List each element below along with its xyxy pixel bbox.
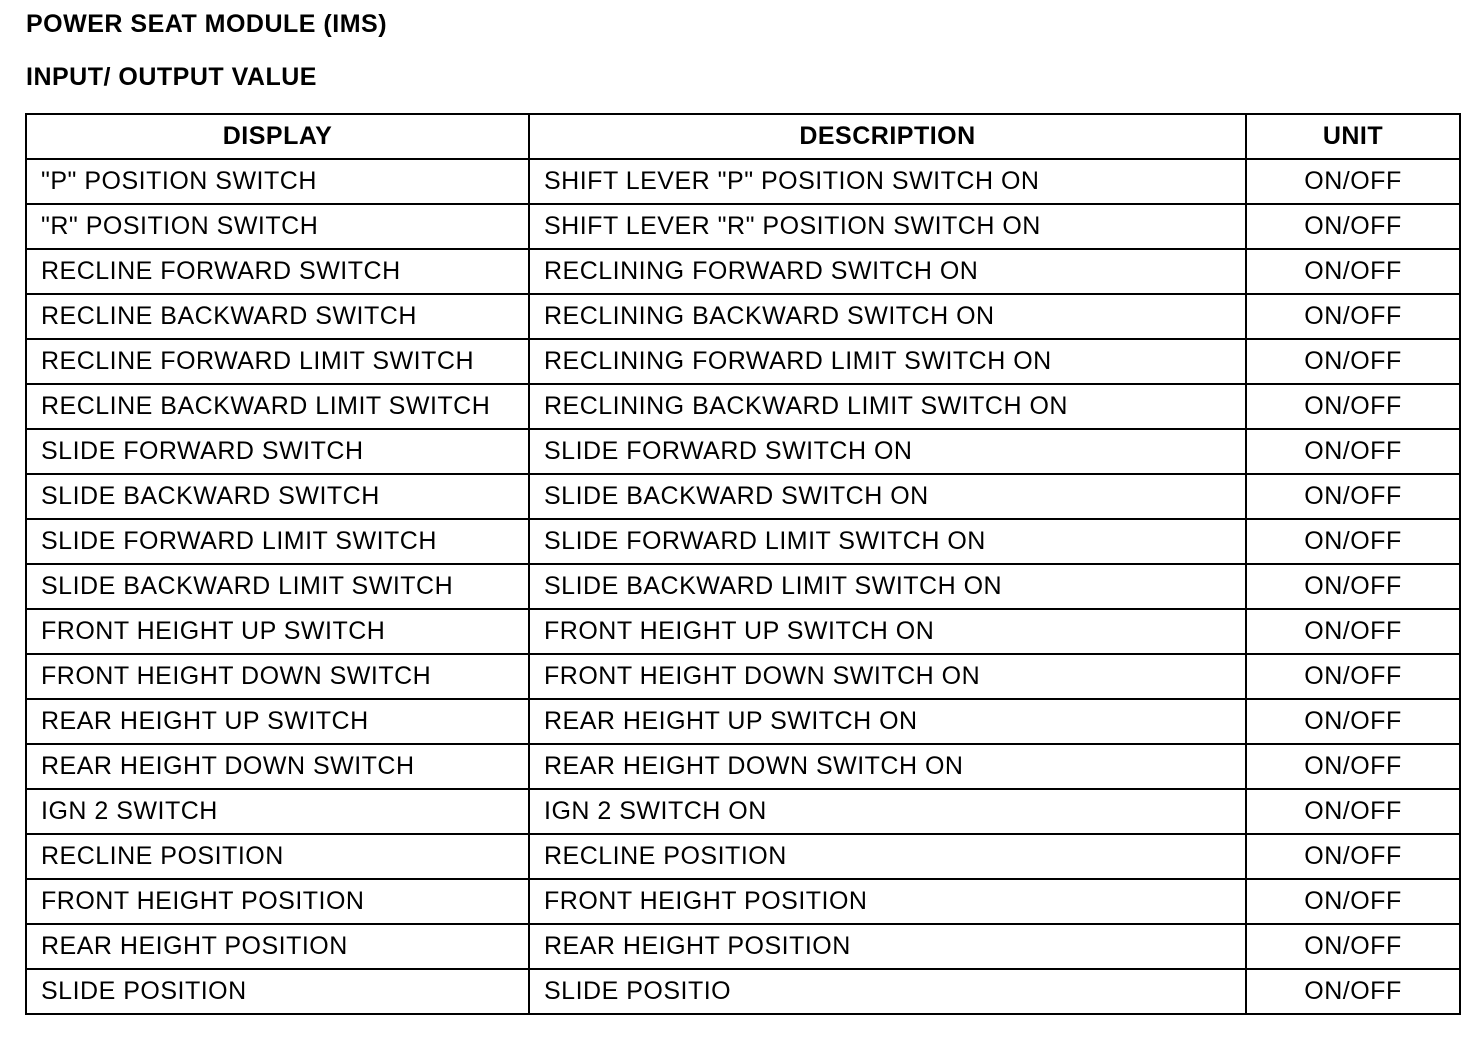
cell-unit: ON/OFF: [1246, 384, 1460, 429]
cell-unit: ON/OFF: [1246, 744, 1460, 789]
header-display: DISPLAY: [26, 114, 529, 159]
cell-description: REAR HEIGHT POSITION: [529, 924, 1246, 969]
document-title: POWER SEAT MODULE (IMS): [26, 10, 388, 38]
cell-unit: ON/OFF: [1246, 609, 1460, 654]
cell-unit: ON/OFF: [1246, 564, 1460, 609]
cell-display: "P" POSITION SWITCH: [26, 159, 529, 204]
table-row: [26, 699, 1460, 744]
table-row: [26, 969, 1460, 1014]
table-header-row: [26, 114, 1460, 159]
cell-description: REAR HEIGHT DOWN SWITCH ON: [529, 744, 1246, 789]
table-row: [26, 294, 1460, 339]
cell-display: REAR HEIGHT DOWN SWITCH: [26, 744, 529, 789]
cell-description: FRONT HEIGHT UP SWITCH ON: [529, 609, 1246, 654]
cell-display: RECLINE BACKWARD LIMIT SWITCH: [26, 384, 529, 429]
cell-description: RECLINING BACKWARD SWITCH ON: [529, 294, 1246, 339]
cell-description: SLIDE POSITIO: [529, 969, 1246, 1014]
table-row: [26, 654, 1460, 699]
cell-display: RECLINE BACKWARD SWITCH: [26, 294, 529, 339]
table-row: [26, 474, 1460, 519]
table-row: [26, 789, 1460, 834]
cell-description: SLIDE FORWARD LIMIT SWITCH ON: [529, 519, 1246, 564]
header-unit: UNIT: [1246, 114, 1460, 159]
cell-display: RECLINE FORWARD LIMIT SWITCH: [26, 339, 529, 384]
cell-description: RECLINING BACKWARD LIMIT SWITCH ON: [529, 384, 1246, 429]
cell-description: RECLINING FORWARD LIMIT SWITCH ON: [529, 339, 1246, 384]
cell-unit: ON/OFF: [1246, 249, 1460, 294]
cell-description: SHIFT LEVER "P" POSITION SWITCH ON: [529, 159, 1246, 204]
table-row: [26, 159, 1460, 204]
cell-display: REAR HEIGHT UP SWITCH: [26, 699, 529, 744]
cell-unit: ON/OFF: [1246, 879, 1460, 924]
table-row: [26, 609, 1460, 654]
io-value-table: [25, 113, 1461, 1015]
cell-unit: ON/OFF: [1246, 159, 1460, 204]
cell-description: REAR HEIGHT UP SWITCH ON: [529, 699, 1246, 744]
cell-unit: ON/OFF: [1246, 969, 1460, 1014]
cell-unit: ON/OFF: [1246, 834, 1460, 879]
cell-unit: ON/OFF: [1246, 789, 1460, 834]
cell-display: SLIDE FORWARD SWITCH: [26, 429, 529, 474]
cell-unit: ON/OFF: [1246, 699, 1460, 744]
table-row: [26, 339, 1460, 384]
table-row: [26, 834, 1460, 879]
cell-display: FRONT HEIGHT DOWN SWITCH: [26, 654, 529, 699]
cell-display: FRONT HEIGHT POSITION: [26, 879, 529, 924]
cell-display: SLIDE BACKWARD LIMIT SWITCH: [26, 564, 529, 609]
cell-description: FRONT HEIGHT DOWN SWITCH ON: [529, 654, 1246, 699]
cell-description: IGN 2 SWITCH ON: [529, 789, 1246, 834]
cell-unit: ON/OFF: [1246, 924, 1460, 969]
cell-display: RECLINE FORWARD SWITCH: [26, 249, 529, 294]
table-row: [26, 204, 1460, 249]
table-row: [26, 384, 1460, 429]
cell-description: RECLINE POSITION: [529, 834, 1246, 879]
cell-description: SLIDE BACKWARD SWITCH ON: [529, 474, 1246, 519]
cell-display: RECLINE POSITION: [26, 834, 529, 879]
cell-display: FRONT HEIGHT UP SWITCH: [26, 609, 529, 654]
table-row: [26, 744, 1460, 789]
cell-description: SHIFT LEVER "R" POSITION SWITCH ON: [529, 204, 1246, 249]
cell-unit: ON/OFF: [1246, 654, 1460, 699]
cell-unit: ON/OFF: [1246, 294, 1460, 339]
cell-display: IGN 2 SWITCH: [26, 789, 529, 834]
table-row: [26, 519, 1460, 564]
cell-description: SLIDE BACKWARD LIMIT SWITCH ON: [529, 564, 1246, 609]
header-description: DESCRIPTION: [529, 114, 1246, 159]
table-row: [26, 429, 1460, 474]
cell-unit: ON/OFF: [1246, 339, 1460, 384]
table-row: [26, 879, 1460, 924]
cell-display: SLIDE FORWARD LIMIT SWITCH: [26, 519, 529, 564]
document-subtitle: INPUT/ OUTPUT VALUE: [26, 63, 317, 91]
cell-unit: ON/OFF: [1246, 429, 1460, 474]
table-row: [26, 564, 1460, 609]
cell-unit: ON/OFF: [1246, 204, 1460, 249]
cell-display: REAR HEIGHT POSITION: [26, 924, 529, 969]
cell-display: SLIDE POSITION: [26, 969, 529, 1014]
cell-display: SLIDE BACKWARD SWITCH: [26, 474, 529, 519]
cell-description: FRONT HEIGHT POSITION: [529, 879, 1246, 924]
cell-description: RECLINING FORWARD SWITCH ON: [529, 249, 1246, 294]
cell-description: SLIDE FORWARD SWITCH ON: [529, 429, 1246, 474]
table-row: [26, 924, 1460, 969]
cell-unit: ON/OFF: [1246, 474, 1460, 519]
cell-display: "R" POSITION SWITCH: [26, 204, 529, 249]
cell-unit: ON/OFF: [1246, 519, 1460, 564]
table-body: [26, 159, 1460, 1014]
table-row: [26, 249, 1460, 294]
